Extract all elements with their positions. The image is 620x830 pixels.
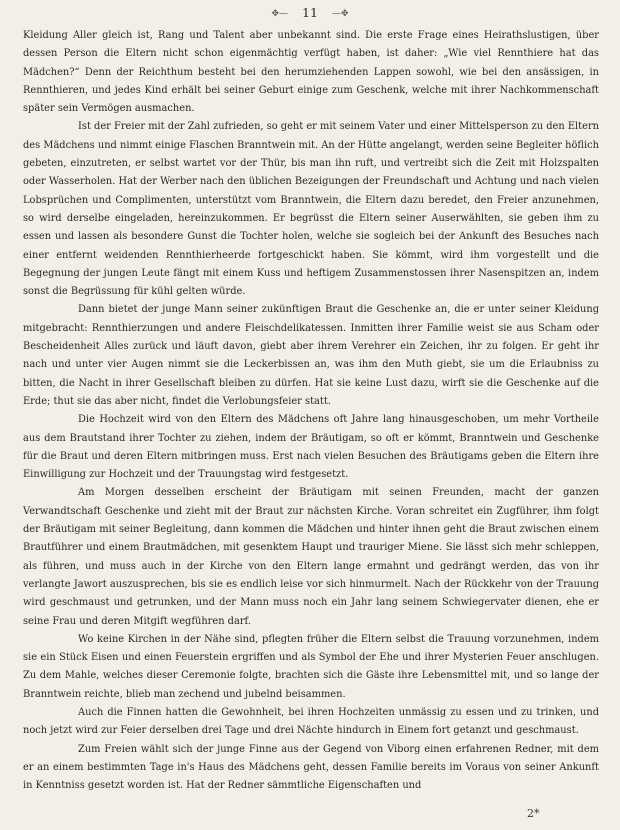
paragraph-6: Wo keine Kirchen in der Nähe sind, pflegten früher die Eltern selbst die Trauung vorzunehmen, indem sie ein Stück Eisen und einen Feuerstein ergriffen und als Symbol der Ehe und ihrer Mysterien Feuer anschlugen. Zu dem Mahle, welches dieser Ceremonie folgte, brachten sich die Gäste ihre Lebensmittel mit, und so lange der Branntwein reichte, blieb man zechend und jubelnd beisammen. xyxy=(23,633,599,700)
signature-mark: 2* xyxy=(527,807,540,820)
page-number: 11 xyxy=(302,5,318,20)
paragraph-3: Dann bietet der junge Mann seiner zukünftigen Braut die Geschenke an, die er unter seiner Kleidung mitgebracht: Rennthierzungen und andere Fleischdelikatessen. Inmitten ihrer Familie weist sie aus Scham oder Bescheidenheit Alles zurück und läuft davon, giebt aber ihrem Verehrer ein Zeichen, ihr zu folgen. Er geht ihr nach und unter vier Augen nimmt sie die Leckerbissen an, was ihm den Muth giebt, sie um die Erlaubniss zu bitten, die Nacht in ihrer Gesellschaft bleiben zu dürfen. Hat sie keine Lust dazu, wirft sie die Geschenke auf die Erde; thut sie das aber nicht, findet die Verlobungsfeier statt. xyxy=(23,304,599,407)
paragraph-5: Am Morgen desselben erscheint der Bräutigam mit seinen Freunden, macht der ganzen Verwandtschaft Geschenke und zieht mit der Braut zur nächsten Kirche. Voran schreitet ein Zugführer, ihm folgt der Bräutigam mit seiner Begleitung, dann kommen die Mädchen und hinter ihnen geht die Braut zwischen einem Brautführer und einem Brautmädchen, mit gesenktem Haupt und trauriger Miene. Sie lässt sich mehr schleppen, als führen, und muss auch in der Kirche von den Eltern lange ermahnt und gedrängt werden, das von ihr verlangte Jawort auszusprechen, bis sie es endlich leise vor sich hinmurmelt. Nach der Rückkehr von der Trauung wird geschmaust und getrunken, und der Mann muss noch ein Jahr lang seinem Schwiegervater dienen, ehe er seine Frau und deren Mitgift wegführen darf. xyxy=(23,487,599,627)
paragraph-1: Kleidung Aller gleich ist, Rang und Talent aber unbekannt sind. Die erste Frage eines Heirathslustigen, über dessen Person die Eltern nicht schon eigenmächtig verfügt haben, ist daher: „Wie viel Rennthiere hat das Mädchen?“ Denn der Reichthum besteht bei den herumziehenden Lappen sowohl, wie bei den ansässigen, in Rennthieren, und jedes Kind erhält bei seiner Geburt einige zum Geschenk, welche mit ihrer Nachkommenschaft später sein Vermögen ausmachen. xyxy=(23,30,599,115)
page-header xyxy=(0,5,620,21)
paragraph-2: Ist der Freier mit der Zahl zufrieden, so geht er mit seinem Vater und einer Mittelsperson zu den Eltern des Mädchens und nimmt einige Flaschen Branntwein mit. An der Hütte angelangt, werden seine Begleiter höflich gebeten, einzutreten, er selbst wartet vor der Thür, bis man ihn ruft, und vertreibt sich die Zeit mit Holzspalten oder Wasserholen. Hat der Werber nach den üblichen Bezeigungen der Freundschaft und Achtung und nach vielen Lobsprüchen und Complimenten, unterstützt vom Branntwein, die Eltern dazu beredet, den Freier anzunehmen, so wird derselbe eingeladen, hereinzukommen. Er begrüsst die Eltern seiner Auserwählten, sie geben ihm zu essen und lassen als besondere Gunst die Tochter holen, welche sie sogleich bei der Ankunft des Besuches nach einer entfernt weidenden Rennthierheerde fortgeschickt haben. Sie kömmt, wird ihm vorgestellt und die Begegnung der jungen Leute fängt mit einem Kuss und heftigem Zusammenstossen ihrer Nasenspitzen an, indem sonst die Begrüssung für kühl gelten würde. xyxy=(23,121,599,298)
paragraph-7: Auch die Finnen hatten die Gewohnheit, bei ihren Hochzeiten unmässig zu essen und zu trinken, und noch jetzt wird zur Feier derselben drei Tage und drei Nächte hindurch in Einem fort getanzt und geschmaust. xyxy=(23,706,599,737)
ornament-left-icon: ✥— xyxy=(271,9,289,19)
paragraph-8: Zum Freien wählt sich der junge Finne aus der Gegend von Viborg einen erfahrenen Redner, mit dem er an einem bestimmten Tage in's Haus des Mädchens geht, dessen Familie bereits im Voraus von seiner Ankunft in Kenntniss gesetzt worden ist. Hat der Redner sämmtliche Eigenschaften und xyxy=(23,743,599,792)
paragraph-4: Die Hochzeit wird von den Eltern des Mädchens oft Jahre lang hinausgeschoben, um mehr Vortheile aus dem Brautstand ihrer Tochter zu ziehen, indem der Bräutigam, so oft er kömmt, Branntwein und Geschenke für die Braut und deren Eltern mitbringen muss. Erst nach vielen Besuchen des Bräutigams geben die Eltern ihre Einwilligung zur Hochzeit und der Trauungstag wird festgesetzt. xyxy=(23,414,599,481)
body-text xyxy=(23,27,599,795)
ornament-right-icon: —✥ xyxy=(331,9,349,19)
